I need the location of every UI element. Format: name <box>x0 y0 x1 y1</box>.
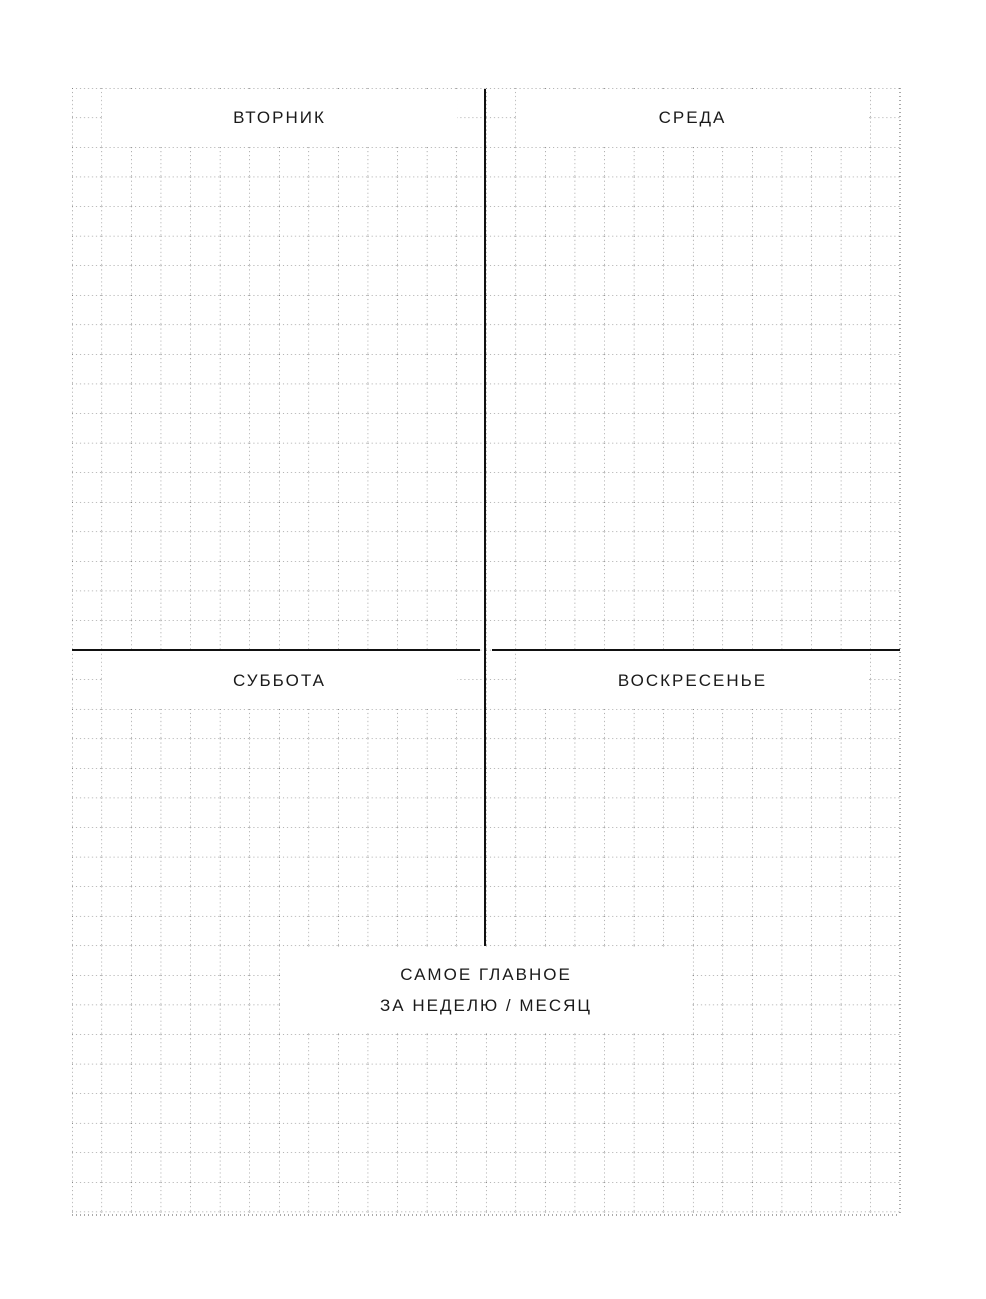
summary-line-2: ЗА НЕДЕЛЮ / МЕСЯЦ <box>380 996 592 1015</box>
vertical-divider <box>484 89 486 946</box>
saturday-label: СУББОТА <box>232 670 326 690</box>
wednesday-label: СРЕДА <box>658 108 727 127</box>
sunday-heading <box>516 652 869 709</box>
tuesday-label: ВТОРНИК <box>233 108 326 127</box>
sunday-label: ВОСКРЕСЕНЬЕ <box>617 670 768 690</box>
tuesday-heading <box>102 89 457 147</box>
saturday-heading <box>102 652 457 709</box>
left-horizontal-divider <box>72 649 480 651</box>
summary-line-1: САМОЕ ГЛАВНОЕ <box>400 965 572 984</box>
summary-heading <box>280 947 692 1033</box>
right-horizontal-divider <box>492 649 900 651</box>
wednesday-heading <box>516 89 869 147</box>
